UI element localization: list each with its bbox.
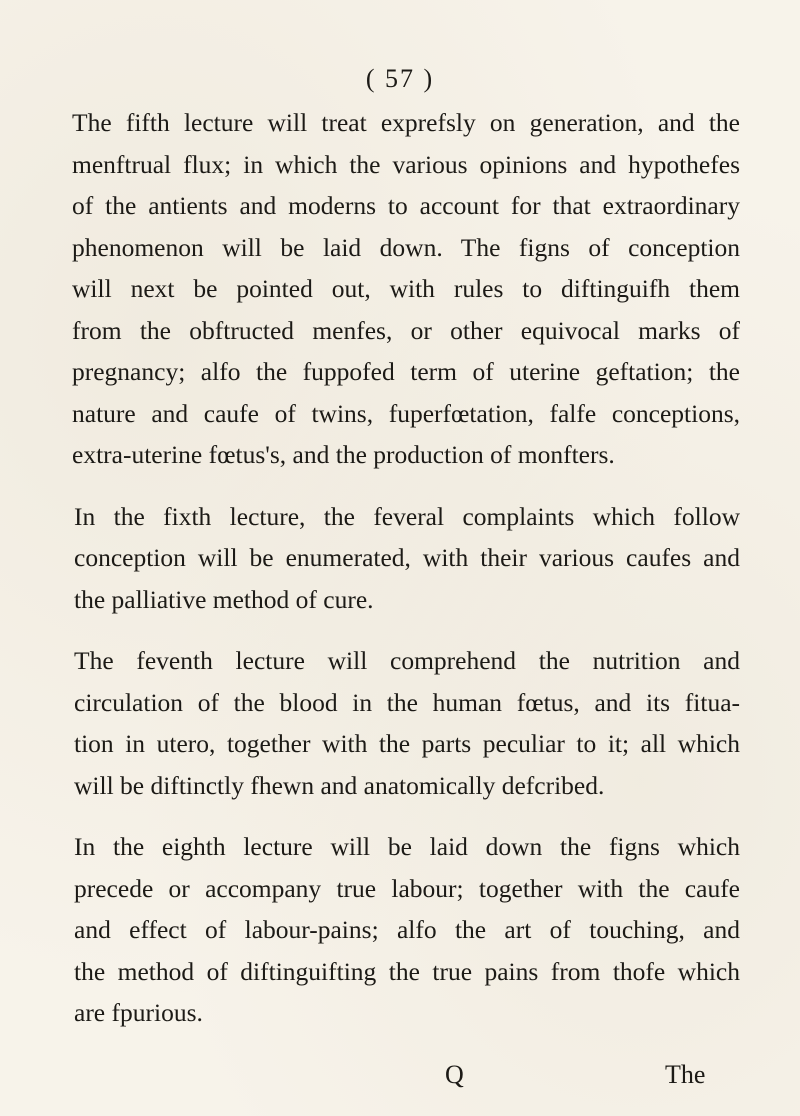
paragraph-sixth-lecture [62,496,740,621]
text-line: The feventh lecture will comprehend the nutrition and [74,646,740,675]
text-line: In the fixth lecture, the feveral complaints which follow [74,501,740,531]
text-line: pregnancy; alfo the fuppofed term of uterine geftation; the [72,357,740,386]
text-line: The fifth lecture will treat exprefsly on generation, and the [72,108,740,137]
text-line: nature and caufe of twins, fuperfœtation, falfe conceptions, [72,398,740,428]
text-line: the method of diftinguifting the true pains from thofe which [74,956,740,986]
text-line: will be diftinctly fhewn and anatomically defcribed. [74,770,605,800]
catchword: The [665,1060,706,1089]
text-line: extra-uterine fœtus's, and the production of monfters. [72,440,615,469]
page-number: ( 57 ) [365,64,435,93]
page-footer [0,1060,800,1100]
text-line: menftrual flux; in which the various opinions and hypothefes [72,149,740,179]
text-line: will next be pointed out, with rules to diftinguifh them [72,274,740,303]
signature-mark: Q [445,1060,464,1089]
paragraph-eighth-lecture [62,826,740,1034]
text-line: are fpurious. [74,998,203,1027]
text-line: tion in utero, together with the parts peculiar to it; all which [74,729,740,758]
text-line: precede or accompany true labour; together with the caufe [74,873,740,903]
body-text [62,102,740,1054]
paragraph-seventh-lecture [62,640,740,806]
paragraph-fifth-lecture [62,102,740,476]
text-line: of the antients and moderns to account for that extraordinary [72,191,740,220]
text-line: and effect of labour-pains; alfo the art of touching, and [74,915,740,944]
text-line: In the eighth lecture will be laid down the figns which [74,832,740,861]
text-line: circulation of the blood in the human fœtus, and its fitua- [74,687,740,717]
text-line: phenomenon will be laid down. The figns of conception [72,232,740,262]
text-line: from the obftructed menfes, or other equivocal marks of [72,315,740,345]
text-line: conception will be enumerated, with their various caufes and [74,543,740,572]
text-line: the palliative method of cure. [74,584,374,614]
